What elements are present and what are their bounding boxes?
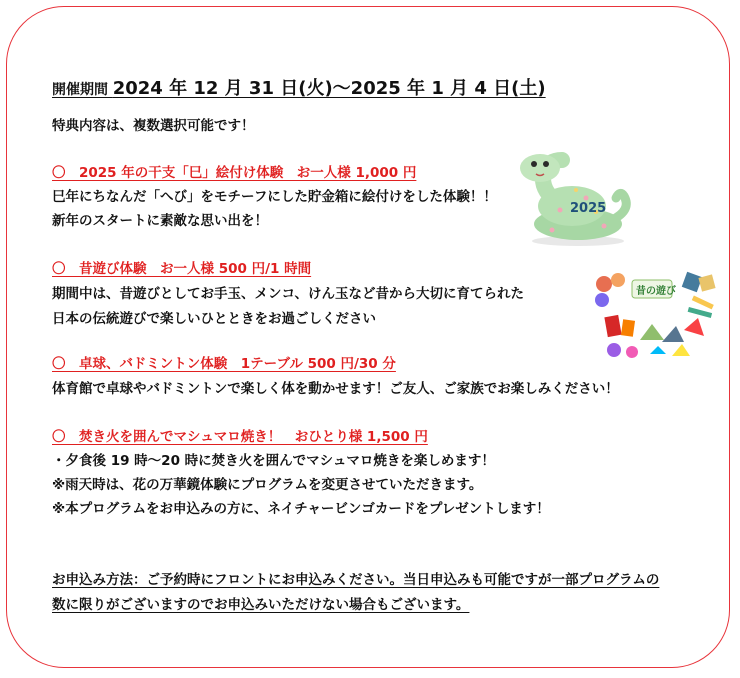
toys-sign-text: 昔の遊び xyxy=(636,286,676,297)
period-label: 開催期間 xyxy=(52,82,108,98)
program-title-eto: 〇 2025 年の干支「巳」絵付け体験 お一人様 1,000 円 xyxy=(52,165,417,181)
program-bonfire-line-3: ※本プログラムをお申込みの方に、ネイチャービンゴカードをプレゼントします！ xyxy=(52,501,550,517)
program-title-mukashi: 〇 昔遊び体験 お一人様 500 円/1 時間 xyxy=(52,261,312,277)
intro-text: 特典内容は、複数選択可能です！ xyxy=(52,118,255,134)
program-eto-line-2: 新年のスタートに素敵な思い出を！ xyxy=(52,213,268,229)
application-line-1: お申込み方法：ご予約時にフロントにお申込みください。当日申込みも可能ですが一部プログラムの xyxy=(52,572,660,588)
program-mukashi-line-2: 日本の伝統遊びで楽しいひとときをお過ごしください xyxy=(52,311,376,327)
program-sports-line-1: 体育館で卓球やバドミントンで楽しく体を動かせます！ご友人、ご家族でお楽しみください！ xyxy=(52,381,619,397)
period-heading xyxy=(52,80,546,99)
snake-year-text: 2025 xyxy=(570,201,607,216)
program-eto-line-1: 巳年にちなんだ「へび」をモチーフにした貯金箱に絵付けをした体験！！ xyxy=(52,189,497,205)
application-line-2: 数に限りがございますのでお申込みいただけない場合もございます。 xyxy=(52,597,470,613)
traditional-toys-illustration xyxy=(592,270,722,360)
program-mukashi-line-1: 期間中は、昔遊びとしてお手玉、メンコ、けん玉など昔から大切に育てられた xyxy=(52,286,524,302)
program-title-sports: 〇 卓球、バドミントン体験 1テーブル 500 円/30 分 xyxy=(52,356,396,372)
program-bonfire-line-2: ※雨天時は、花の万華鏡体験にプログラムを変更させていただきます。 xyxy=(52,477,483,493)
program-title-bonfire: 〇 焚き火を囲んでマシュマロ焼き！ おひとり様 1,500 円 xyxy=(52,429,428,445)
period-value: 2024 年 12 月 31 日(火)～2025 年 1 月 4 日(土) xyxy=(112,78,546,99)
snake-bank-illustration xyxy=(512,150,640,250)
program-bonfire-line-1: ・夕食後 19 時～20 時に焚き火を囲んでマシュマロ焼きを楽しめます！ xyxy=(52,453,495,469)
